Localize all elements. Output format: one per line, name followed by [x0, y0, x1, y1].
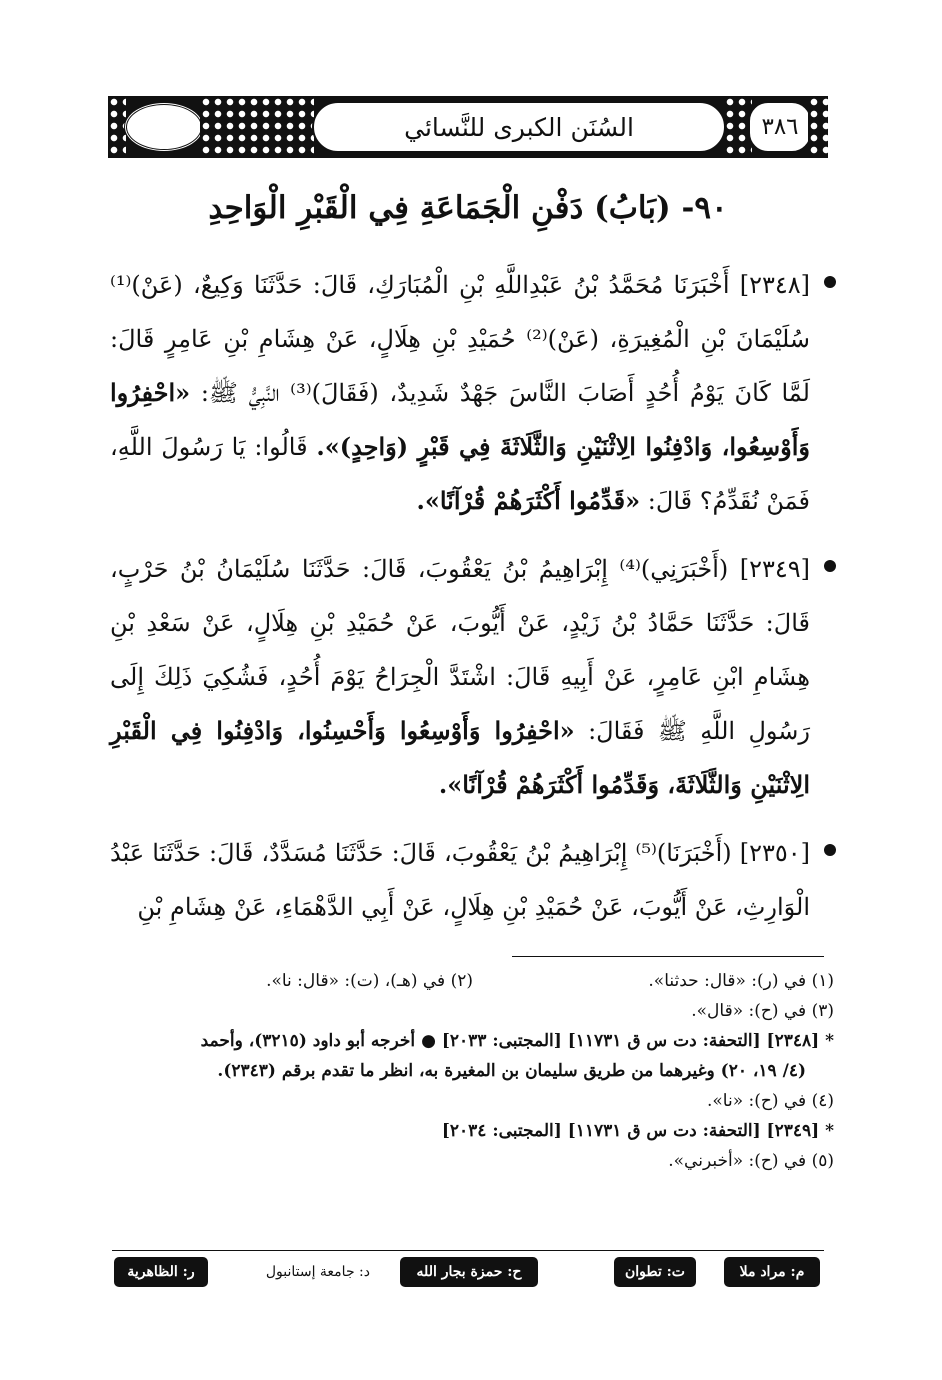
footnote-divider [512, 956, 824, 957]
bullet-icon [824, 560, 836, 572]
header-ornament [808, 96, 828, 158]
hadith-text [110, 555, 810, 799]
hadith-quote: «احْفِرُوا وَأَوْسِعُوا وَأَحْسِنُوا، وَادْفِنُوا فِي الْقَبْرِ الِاثْنَيْنِ وَالثَّلَاثَةَ، وَقَدِّمُوا أَكْثَرَهُمْ قُرْآنًا». [110, 716, 810, 799]
hadith-isnad: [٢٣٤٩] (أَخْبَرَنِي)⁽⁴⁾ إِبْرَاهِيمُ بْنُ يَعْقُوبَ، قَالَ: حَدَّثَنَا سُلَيْمَانُ بْنُ حَرْبٍ، قَالَ: حَدَّثَنَا حَمَّادُ بْنُ زَيْدٍ، عَنْ أَيُّوبَ، عَنْ حُمَيْدِ بْنِ هِلَالٍ، عَنْ سَعْدِ بْنِ هِشَامِ ابْنِ عَامِرٍ، عَنْ أَبِيهِ قَالَ: اشْتَدَّ الْجِرَاحُ يَوْمَ أُحُدٍ، فَشُكِيَ ذَلِكَ إِلَى رَسُولِ اللَّهِ ﷺ فَقَالَ: [110, 555, 811, 745]
publisher-seal [124, 102, 204, 152]
hadith-isnad: [٢٣٤٨] أَخْبَرَنَا مُحَمَّدُ بْنُ عَبْدِاللَّهِ بْنِ الْمُبَارَكِ، قَالَ: حَدَّثَنَا وَكِيعٌ، (عَنْ)⁽¹⁾ سُلَيْمَانَ بْنِ الْمُغِيرَةِ، (عَنْ)⁽²⁾ حُمَيْدِ بْنِ هِلَالٍ، عَنْ هِشَامِ بْنِ عَامِرٍ قَالَ: لَمَّا كَانَ يَوْمُ أُحُدٍ أَصَابَ النَّاسَ جَهْدٌ شَدِيدٌ، (فَقَالَ)⁽³⁾ النَّبِيُّ ﷺ: [110, 271, 810, 407]
page-number: ٣٨٦ [748, 101, 812, 153]
manuscript-sigla [112, 1257, 824, 1291]
takhrij-2348-cont: (٤/ ١٩، ٢٠) وغيرهما من طريق سليمان بن المغيرة به، انظر ما تقدم برقم (٢٣٤٣). [217, 1061, 806, 1081]
chapter-heading: ٩٠- (بَابُ) دَفْنِ الْجَمَاعَةِ فِي الْقَبْرِ الْوَاحِدِ [208, 190, 728, 226]
footnote-3: (٣) في (ح): «قال». [691, 1001, 834, 1021]
siglum-d: د: جامعة إستانبول [265, 1264, 370, 1280]
siglum-r: ر: الظاهرية [114, 1257, 208, 1287]
running-title: السُنَن الكبرى للنَّسائي [312, 101, 726, 153]
page-header [108, 96, 828, 158]
hadith-quote: «قَدِّمُوا أَكْثَرَهُمْ قُرْآنًا». [416, 486, 641, 515]
footnotes [112, 966, 834, 1176]
hadith-2350 [110, 826, 832, 934]
siglum-m: م: مراد ملا [724, 1257, 820, 1287]
footnote-2: (٢) في (هـ)، (ت): «قال: نا». [266, 971, 473, 991]
footnote-4: (٤) في (ح): «نا». [706, 1091, 834, 1111]
siglum-h: ح: حمزة بجار الله [400, 1257, 538, 1287]
bullet-icon [824, 276, 836, 288]
footnote-row [112, 966, 834, 996]
hadith-isnad: [٢٣٥٠] (أَخْبَرَنَا)⁽⁵⁾ إِبْرَاهِيمُ بْنُ يَعْقُوبَ، قَالَ: حَدَّثَنَا مُسَدَّدٌ، قَالَ: حَدَّثَنَا عَبْدُ الْوَارِثِ، عَنْ أَيُّوبَ، عَنْ حُمَيْدِ بْنِ هِلَالٍ، عَنْ أَبِي الدَّهْمَاءِ، عَنْ هِشَامِ بْنِ [110, 839, 810, 921]
main-text [110, 258, 832, 948]
siglum-t: ت: تطوان [614, 1257, 696, 1287]
hadith-2348 [110, 258, 832, 528]
takhrij-2349: * [٢٣٤٩] [التحفة: دت س ق ١١٧٣١] [المجتبى: ٢٠٣٤] [441, 1121, 834, 1141]
bullet-icon [824, 844, 836, 856]
footnote-1: (١) في (ر): «قال: حدثنا». [648, 971, 834, 991]
hadith-2349 [110, 542, 832, 812]
sigla-divider [112, 1250, 824, 1251]
hadith-text [110, 271, 810, 515]
footnote-5: (٥) في (ح): «أخبرني». [668, 1151, 834, 1171]
hadith-quote: «احْفِرُوا وَأَوْسِعُوا، وَادْفِنُوا الِاثْنَيْنِ وَالثَّلَاثَةَ فِي قَبْرٍ (وَاحِدٍ)». [110, 378, 810, 461]
hadith-continuation: قَالُوا: يَا رَسُولَ اللَّهِ، فَمَنْ نُقَدِّمُ؟ قَالَ: [110, 433, 810, 515]
hadith-text [110, 839, 810, 921]
takhrij-2348: * [٢٣٤٨] [التحفة: دت س ق ١١٧٣١] [المجتبى: ٢٠٣٣] ● أخرجه أبو داود (٣٢١٥)، وأحمد [200, 1031, 834, 1051]
header-ornament [200, 96, 314, 158]
